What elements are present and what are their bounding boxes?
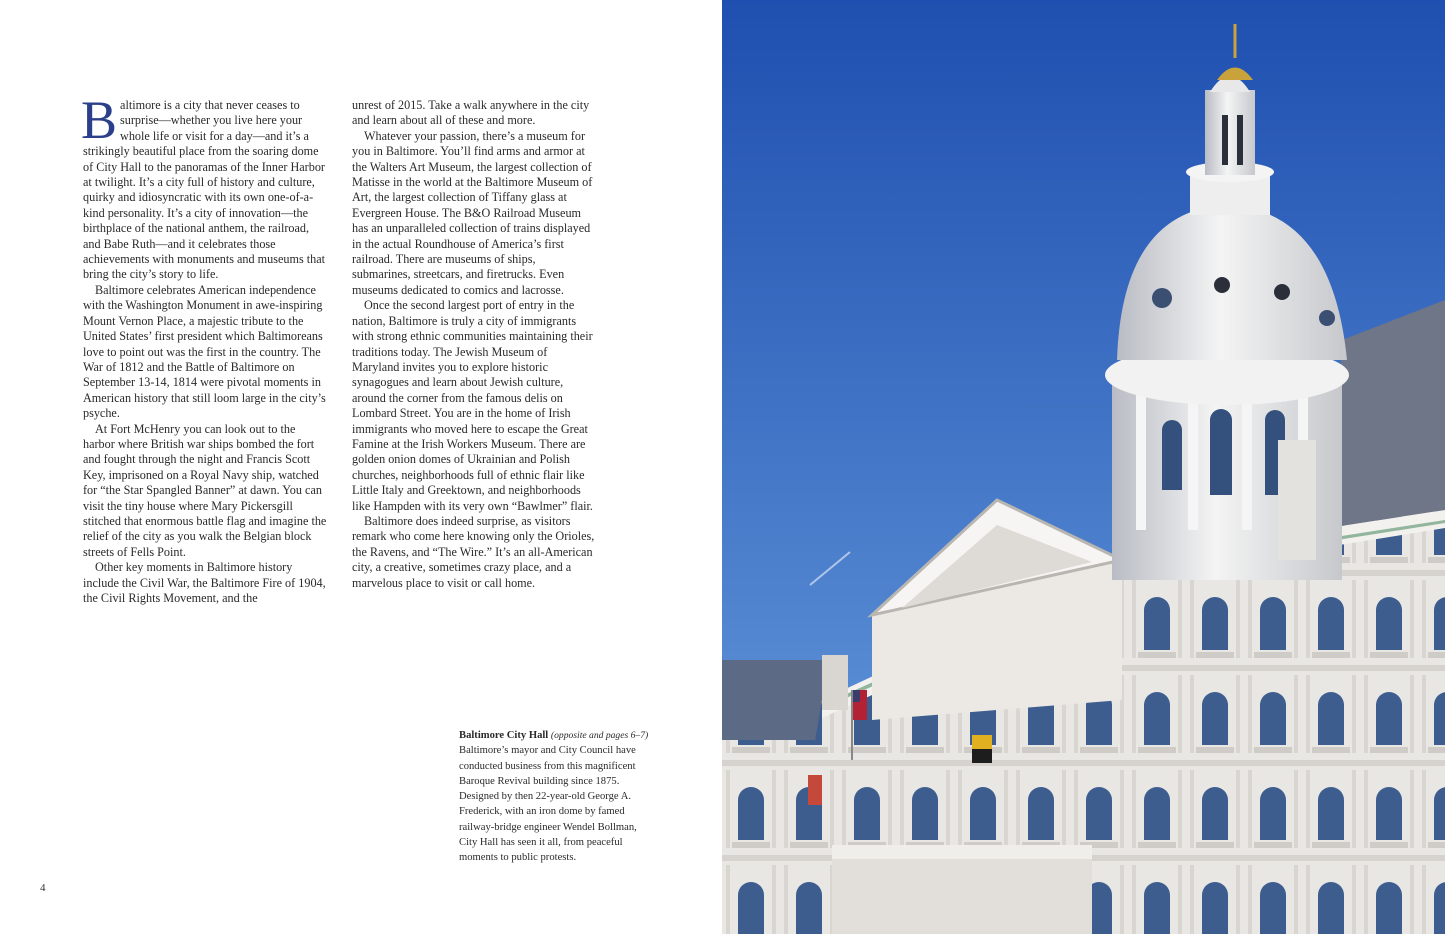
- left-page: [0, 0, 722, 934]
- city-hall-photo: [722, 0, 1445, 934]
- caption-note: (opposite and pages 6–7): [550, 730, 649, 741]
- caption-title: Baltimore City Hall: [459, 730, 549, 741]
- paragraph-1: [81, 90, 328, 283]
- paragraph-6: Whatever your passion, there’s a museum for you in Baltimore. You’ll find arms and armor at the Walters Art Museum, the largest collection of Matisse in the world at the Baltimore Museum of Art, the largest collection of Tiffany glass at Evergreen House. The B&O Railroad Museum has an unparalleled collection of trains displayed in the actual Roundhouse of America’s first railroad. There are museums of ships, submarines, streetcars, and firetrucks. Even museums dedicated to comics and lacrosse.: [352, 128, 593, 297]
- lantern: [1205, 90, 1255, 175]
- paragraph-5: unrest of 2015. Take a walk anywhere in the city and learn about all of these and more.: [352, 98, 590, 128]
- page-number: 4: [40, 882, 46, 894]
- balcony: [832, 845, 1092, 859]
- chimney-left: [822, 655, 848, 710]
- paragraph-3: At Fort McHenry you can look out to the harbor where British war ships bombed the fort and fought through the night and Francis Scott Key, imprisoned on a Royal Navy ship, watched for “the Star Spangled Banner” at dawn. You can visit the tiny house where Mary Pickersgill stitched that enormous battle flag and imagine the relief of the city as you walk the Belgian block streets of Fells Point.: [83, 421, 327, 559]
- oculus-center: [1214, 277, 1230, 293]
- paragraph-2: Baltimore celebrates American independence with the Washington Monument in awe-inspiring Mount Vernon Place, a majestic tribute to the United States’ first president which Baltimoreans love to point out was the first in the country. The War of 1812 and the Battle of Baltimore on September 13-14, 1814 were pivotal moments in American history that still loom large in the city’s psyche.: [83, 282, 326, 421]
- clock-face-right: [1319, 310, 1335, 326]
- article-column-1: [81, 90, 328, 606]
- paragraph-8: Baltimore does indeed surprise, as visitors remark who come here knowing only the Orioles, the Ravens, and “The Wire.” It’s an all-American city, a creative, sometimes crazy place, and a marvelous place to visit or call home.: [352, 513, 595, 590]
- oculus-right: [1274, 284, 1290, 300]
- paragraph-1-text: altimore is a city that never ceases to surprise—whether you live here your whole life or visit for a day—and it’s a strikingly beautiful place from the soaring dome of City Hall to the panoramas of the Inner Harbor at twilight. It’s a city full of history and culture, quirky and idiosyncratic with its own one-of-a-kind personality. It’s a city of innovation—the birthplace of the national anthem, the railroad, and Babe Ruth—and it celebrates those achievements with monuments and museums that bring the city’s story to life.: [83, 98, 326, 282]
- lantern-window-left: [1222, 115, 1228, 165]
- photo-caption: [459, 728, 654, 866]
- drop-cap: B: [81, 90, 118, 150]
- city-flag: [808, 775, 822, 805]
- us-flag-canton: [853, 690, 860, 702]
- lantern-window-right: [1237, 115, 1243, 165]
- city-hall-illustration: [722, 0, 1445, 934]
- caption-heading: [459, 728, 654, 743]
- caption-body: Baltimore’s mayor and City Council have conducted business from this magnificent Baroque Revival building since 1875. Designed by then 22-year-old George A. Frederick, with an iron dome by famed railway-bridge engineer Wendel Bollman, City Hall has seen it all, from peaceful moments to public protests.: [459, 745, 637, 864]
- clock-face-left: [1152, 288, 1172, 308]
- paragraph-7: Once the second largest port of entry in the nation, Baltimore is truly a city of immigrants with strong ethnic communities maintaining their traditions today. The Jewish Museum of Maryland invites you to explore historic synagogues and learn about Jewish culture, around the corner from the famous delis on Lombard Street. You are in the home of Irish immigrants who moved here to escape the Great Famine at the Irish Workers Museum. There are golden onion domes of Ukrainian and Polish churches, neighborhoods full of ethnic flair like Little Italy and Greektown, and neighborhoods like Hampden with its very own “Bawlmer” flair.: [352, 298, 593, 513]
- maryland-flag-black: [972, 749, 992, 763]
- article-column-2: [352, 98, 597, 591]
- paragraph-4: Other key moments in Baltimore history include the Civil War, the Baltimore Fire of 1904, the Civil Rights Movement, and the: [83, 560, 326, 605]
- pavilion-chimney: [1278, 440, 1316, 560]
- portico: [832, 859, 1092, 934]
